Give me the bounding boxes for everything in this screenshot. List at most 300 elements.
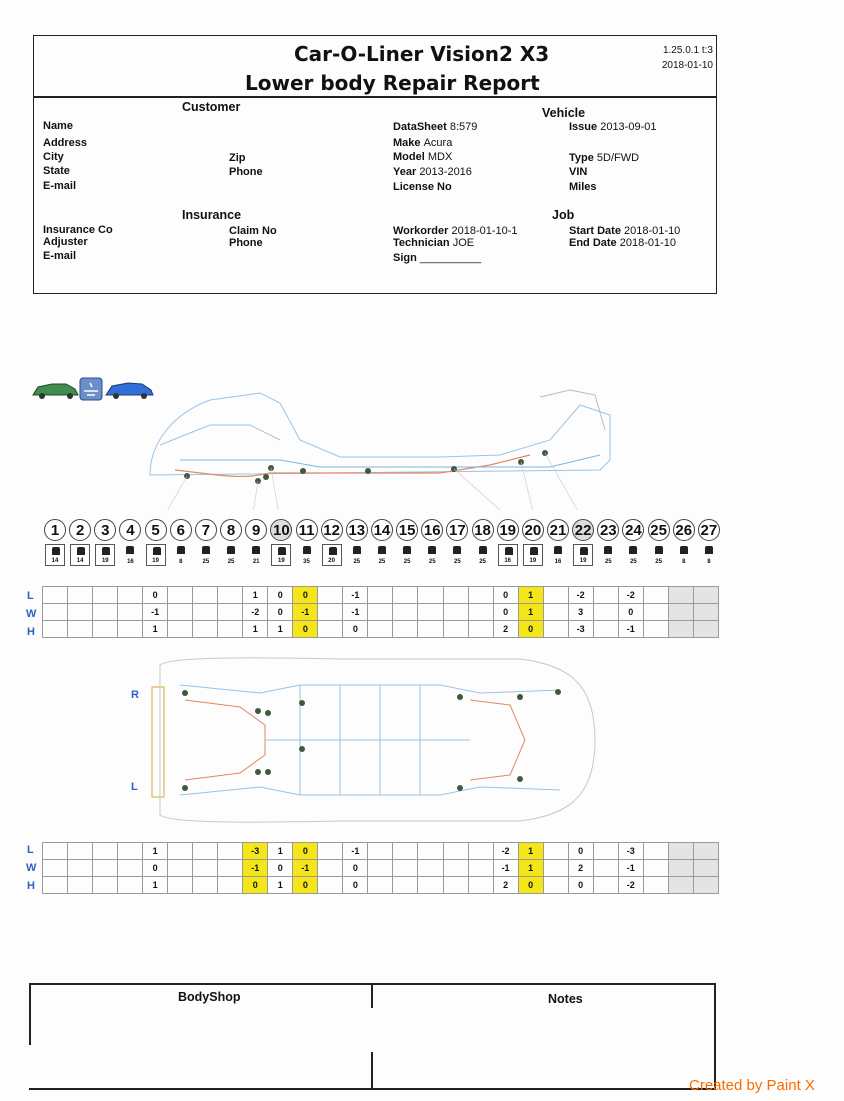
tool-shape bbox=[278, 547, 286, 555]
tool-icon-13[interactable] bbox=[347, 544, 367, 566]
table-cell bbox=[93, 877, 118, 894]
table-cell: 1 bbox=[268, 843, 293, 860]
table-cell: -2 bbox=[618, 587, 643, 604]
insurance-phone-label: Phone bbox=[229, 237, 263, 249]
side-label-left: L bbox=[131, 781, 138, 793]
adjuster-label: Adjuster bbox=[43, 236, 88, 248]
tool-size: 25 bbox=[454, 559, 461, 565]
table-cell bbox=[468, 843, 493, 860]
bottom-box-bottom bbox=[29, 1088, 716, 1090]
table-cell: 1 bbox=[143, 621, 168, 638]
table-cell bbox=[693, 587, 718, 604]
view-mode-icons bbox=[30, 375, 155, 403]
upper-row-label-h: H bbox=[27, 626, 35, 638]
point-23[interactable]: 23 bbox=[597, 519, 619, 541]
issue-field: Issue 2013-09-01 bbox=[569, 121, 657, 133]
tool-shape bbox=[580, 547, 588, 555]
table-cell: -3 bbox=[243, 843, 268, 860]
tool-icon-23[interactable] bbox=[598, 544, 618, 566]
table-cell bbox=[93, 843, 118, 860]
table-cell: 1 bbox=[518, 860, 543, 877]
bottom-box-top bbox=[29, 983, 716, 985]
table-cell: 0 bbox=[343, 621, 368, 638]
table-cell bbox=[468, 877, 493, 894]
table-cell bbox=[168, 604, 193, 621]
insurance-heading: Insurance bbox=[182, 208, 242, 222]
address-label: Address bbox=[43, 137, 88, 149]
table-cell bbox=[118, 860, 143, 877]
tool-size: 8 bbox=[707, 559, 711, 565]
tool-size: 19 bbox=[101, 558, 109, 564]
report-subtitle: Lower body Repair Report bbox=[245, 71, 540, 95]
tool-icon-10[interactable] bbox=[271, 544, 291, 566]
lower-row-label-h: H bbox=[27, 880, 35, 892]
table-cell bbox=[218, 843, 243, 860]
table-cell bbox=[318, 877, 343, 894]
point-4[interactable]: 4 bbox=[119, 519, 141, 541]
table-cell bbox=[668, 587, 693, 604]
tool-size: 25 bbox=[630, 559, 637, 565]
tool-shape bbox=[77, 547, 85, 555]
tool-shape bbox=[329, 547, 337, 555]
table-cell bbox=[43, 621, 68, 638]
table-cell: 0 bbox=[293, 587, 318, 604]
job-heading: Job bbox=[552, 208, 575, 222]
tool-icon-6[interactable] bbox=[171, 544, 191, 566]
table-cell: 1 bbox=[143, 843, 168, 860]
point-27[interactable]: 27 bbox=[698, 519, 720, 541]
table-cell bbox=[43, 843, 68, 860]
point-12[interactable]: 12 bbox=[321, 519, 343, 541]
table-cell bbox=[318, 860, 343, 877]
tool-size: 16 bbox=[554, 559, 562, 565]
table-cell: 1 bbox=[518, 604, 543, 621]
table-cell bbox=[418, 843, 443, 860]
year-field: Year 2013-2016 bbox=[393, 166, 472, 178]
table-cell: -2 bbox=[243, 604, 268, 621]
point-7[interactable]: 7 bbox=[195, 519, 217, 541]
tool-size: 19 bbox=[579, 558, 587, 564]
tool-shape bbox=[655, 546, 663, 554]
tool-shape bbox=[505, 547, 513, 555]
point-8[interactable]: 8 bbox=[220, 519, 242, 541]
table-cell bbox=[468, 604, 493, 621]
table-cell: -1 bbox=[143, 604, 168, 621]
insurance-co-label: Insurance Co bbox=[43, 224, 113, 236]
tool-icon-7[interactable] bbox=[196, 544, 216, 566]
tool-size: 25 bbox=[604, 559, 612, 565]
bottom-box-divider-bottom bbox=[371, 1052, 373, 1089]
table-cell bbox=[193, 621, 218, 638]
tool-icon-3[interactable] bbox=[95, 544, 115, 566]
table-cell: 1 bbox=[143, 877, 168, 894]
datasheet-field: DataSheet 8:579 bbox=[393, 121, 478, 133]
point-9[interactable]: 9 bbox=[245, 519, 267, 541]
table-cell bbox=[368, 877, 393, 894]
customer-heading: Customer bbox=[182, 100, 241, 114]
table-cell: 1 bbox=[518, 587, 543, 604]
table-cell: 0 bbox=[143, 587, 168, 604]
tool-icon-14[interactable] bbox=[372, 544, 392, 566]
table-cell bbox=[643, 604, 668, 621]
table-cell bbox=[68, 604, 93, 621]
table-cell: 1 bbox=[268, 877, 293, 894]
point-10[interactable]: 10 bbox=[270, 519, 292, 541]
name-label: Name bbox=[43, 120, 73, 132]
tool-size: 20 bbox=[328, 558, 335, 564]
table-cell bbox=[43, 604, 68, 621]
table-cell bbox=[418, 860, 443, 877]
table-cell bbox=[68, 877, 93, 894]
tool-shape bbox=[252, 546, 260, 554]
tool-icon-22[interactable] bbox=[573, 544, 593, 566]
side-view-diagram bbox=[140, 385, 620, 510]
table-cell bbox=[393, 587, 418, 604]
table-cell bbox=[593, 604, 618, 621]
point-24[interactable]: 24 bbox=[622, 519, 644, 541]
table-cell: 0 bbox=[293, 621, 318, 638]
table-cell bbox=[443, 843, 468, 860]
table-cell bbox=[668, 860, 693, 877]
version-text: 1.25.0.1 t:3 bbox=[662, 45, 713, 56]
table-cell bbox=[393, 604, 418, 621]
table-cell bbox=[543, 587, 568, 604]
point-11[interactable]: 11 bbox=[296, 519, 318, 541]
table-cell bbox=[168, 843, 193, 860]
table-cell: 0 bbox=[293, 877, 318, 894]
table-cell bbox=[218, 587, 243, 604]
table-cell: 0 bbox=[493, 587, 518, 604]
tool-icon-12[interactable] bbox=[322, 544, 342, 566]
tool-icon-24[interactable] bbox=[623, 544, 643, 566]
table-cell bbox=[118, 843, 143, 860]
tool-size: 19 bbox=[529, 558, 537, 564]
table-cell bbox=[643, 621, 668, 638]
table-cell bbox=[118, 587, 143, 604]
table-cell bbox=[643, 843, 668, 860]
tool-size: 25 bbox=[655, 559, 662, 565]
sign-field: Sign __________ bbox=[393, 252, 482, 264]
table-cell bbox=[118, 877, 143, 894]
lift-icon[interactable] bbox=[80, 378, 102, 400]
lower-row-label-w: W bbox=[26, 862, 37, 874]
tool-icon-9[interactable] bbox=[246, 544, 266, 566]
table-cell bbox=[318, 604, 343, 621]
table-cell bbox=[443, 877, 468, 894]
table-cell: 0 bbox=[268, 587, 293, 604]
table-cell bbox=[593, 877, 618, 894]
end-date-field: End Date 2018-01-10 bbox=[569, 237, 677, 249]
point-19[interactable]: 19 bbox=[497, 519, 519, 541]
point-18[interactable]: 18 bbox=[472, 519, 494, 541]
table-cell bbox=[643, 860, 668, 877]
bottom-box-divider-top bbox=[371, 983, 373, 1008]
table-cell bbox=[643, 587, 668, 604]
point-15[interactable]: 15 bbox=[396, 519, 418, 541]
table-cell bbox=[318, 587, 343, 604]
tool-shape bbox=[102, 547, 110, 555]
tool-icon-25[interactable] bbox=[649, 544, 669, 566]
table-cell bbox=[643, 877, 668, 894]
bodyshop-heading: BodyShop bbox=[178, 990, 241, 1004]
tool-icon-5[interactable] bbox=[146, 544, 166, 566]
tool-icon-11[interactable] bbox=[297, 544, 317, 566]
tool-icon-8[interactable] bbox=[221, 544, 241, 566]
table-cell: 2 bbox=[493, 621, 518, 638]
table-cell: 0 bbox=[568, 843, 593, 860]
table-cell bbox=[218, 604, 243, 621]
tool-shape bbox=[629, 546, 637, 554]
table-cell: -1 bbox=[493, 860, 518, 877]
table-cell bbox=[543, 860, 568, 877]
table-cell: 0 bbox=[243, 877, 268, 894]
tool-shape bbox=[126, 546, 134, 554]
tool-icon-26[interactable] bbox=[674, 544, 694, 566]
table-cell bbox=[43, 860, 68, 877]
table-cell bbox=[368, 843, 393, 860]
city-label: City bbox=[43, 151, 64, 163]
side-label-right: R bbox=[131, 689, 139, 701]
type-field: Type 5D/FWD bbox=[569, 152, 640, 164]
table-cell: 1 bbox=[243, 621, 268, 638]
table-cell bbox=[168, 587, 193, 604]
tool-size: 8 bbox=[682, 559, 686, 565]
point-21[interactable]: 21 bbox=[547, 519, 569, 541]
point-25[interactable]: 25 bbox=[648, 519, 670, 541]
tool-shape bbox=[353, 546, 361, 554]
report-title: Car-O-Liner Vision2 X3 bbox=[294, 42, 550, 66]
point-26[interactable]: 26 bbox=[673, 519, 695, 541]
table-cell bbox=[393, 843, 418, 860]
underbody-diagram bbox=[140, 645, 610, 835]
table-cell: -2 bbox=[618, 877, 643, 894]
tool-icon-21[interactable] bbox=[548, 544, 568, 566]
tool-icon-1[interactable] bbox=[45, 544, 65, 566]
point-2[interactable]: 2 bbox=[69, 519, 91, 541]
table-cell bbox=[193, 877, 218, 894]
table-cell: -1 bbox=[293, 604, 318, 621]
table-cell: 0 bbox=[343, 877, 368, 894]
bottom-box-left bbox=[29, 983, 31, 1045]
tool-size: 14 bbox=[51, 558, 59, 564]
table-cell: -1 bbox=[343, 604, 368, 621]
upper-row-label-w: W bbox=[26, 608, 37, 620]
table-cell: 1 bbox=[243, 587, 268, 604]
vehicle-heading: Vehicle bbox=[542, 106, 586, 120]
model-field: Model MDX bbox=[393, 151, 453, 163]
table-cell: -3 bbox=[568, 621, 593, 638]
point-3[interactable]: 3 bbox=[94, 519, 116, 541]
table-cell: 0 bbox=[618, 604, 643, 621]
table-cell: 0 bbox=[343, 860, 368, 877]
table-cell bbox=[218, 621, 243, 638]
tool-icon-17[interactable] bbox=[447, 544, 467, 566]
table-cell: -1 bbox=[343, 843, 368, 860]
table-cell bbox=[543, 604, 568, 621]
workorder-field: Workorder 2018-01-10-1 bbox=[393, 225, 518, 237]
tool-icon-18[interactable] bbox=[473, 544, 493, 566]
table-cell bbox=[68, 587, 93, 604]
tool-shape bbox=[202, 546, 210, 554]
tool-shape bbox=[479, 546, 487, 554]
table-cell: -1 bbox=[618, 860, 643, 877]
table-cell bbox=[693, 843, 718, 860]
table-cell bbox=[318, 621, 343, 638]
table-cell bbox=[168, 860, 193, 877]
point-17[interactable]: 17 bbox=[446, 519, 468, 541]
table-cell bbox=[668, 621, 693, 638]
customer-phone-label: Phone bbox=[229, 166, 263, 178]
claim-label: Claim No bbox=[229, 225, 277, 237]
table-cell: 0 bbox=[143, 860, 168, 877]
miles-label: Miles bbox=[569, 181, 597, 193]
tool-icon-4[interactable] bbox=[120, 544, 140, 566]
table-row bbox=[43, 860, 719, 877]
tool-size: 14 bbox=[76, 558, 84, 564]
point-1[interactable]: 1 bbox=[44, 519, 66, 541]
tool-size: 25 bbox=[378, 559, 386, 565]
tool-size: 25 bbox=[227, 559, 235, 565]
table-cell bbox=[393, 877, 418, 894]
table-cell bbox=[393, 860, 418, 877]
table-cell: 2 bbox=[493, 877, 518, 894]
point-16[interactable]: 16 bbox=[421, 519, 443, 541]
table-cell bbox=[693, 621, 718, 638]
table-cell: -1 bbox=[343, 587, 368, 604]
tool-icon-19[interactable] bbox=[498, 544, 518, 566]
license-label: License No bbox=[393, 181, 452, 193]
table-cell bbox=[593, 587, 618, 604]
table-cell bbox=[443, 860, 468, 877]
table-cell bbox=[418, 877, 443, 894]
point-5[interactable]: 5 bbox=[145, 519, 167, 541]
tool-shape bbox=[453, 546, 461, 554]
table-cell bbox=[118, 604, 143, 621]
customer-email-label: E-mail bbox=[43, 180, 77, 192]
green-car-icon[interactable] bbox=[33, 384, 78, 399]
table-cell: 1 bbox=[268, 621, 293, 638]
tool-icon-27[interactable] bbox=[699, 544, 719, 566]
table-cell bbox=[468, 587, 493, 604]
table-row bbox=[43, 587, 719, 604]
tool-icon-15[interactable] bbox=[397, 544, 417, 566]
tool-shape bbox=[153, 547, 161, 555]
lower-measurement-table bbox=[42, 842, 719, 894]
table-cell bbox=[193, 604, 218, 621]
table-cell: 3 bbox=[568, 604, 593, 621]
table-cell: 2 bbox=[568, 860, 593, 877]
table-cell bbox=[93, 621, 118, 638]
tool-icon-2[interactable] bbox=[70, 544, 90, 566]
table-cell: 0 bbox=[568, 877, 593, 894]
table-cell: -3 bbox=[618, 843, 643, 860]
table-cell: 0 bbox=[268, 860, 293, 877]
table-row bbox=[43, 843, 719, 860]
tool-shape bbox=[403, 546, 411, 554]
zip-label: Zip bbox=[229, 152, 246, 164]
tool-shape bbox=[705, 546, 713, 554]
table-cell bbox=[543, 621, 568, 638]
tool-icon-20[interactable] bbox=[523, 544, 543, 566]
table-cell bbox=[543, 877, 568, 894]
table-cell bbox=[593, 843, 618, 860]
table-cell bbox=[93, 587, 118, 604]
table-cell bbox=[668, 843, 693, 860]
table-cell bbox=[693, 877, 718, 894]
point-13[interactable]: 13 bbox=[346, 519, 368, 541]
table-cell bbox=[368, 860, 393, 877]
table-cell bbox=[693, 604, 718, 621]
table-cell bbox=[93, 604, 118, 621]
tool-size: 25 bbox=[403, 559, 411, 565]
tool-shape bbox=[604, 546, 612, 554]
table-cell bbox=[443, 604, 468, 621]
point-20[interactable]: 20 bbox=[522, 519, 544, 541]
table-cell bbox=[418, 604, 443, 621]
point-22[interactable]: 22 bbox=[572, 519, 594, 541]
table-cell: -2 bbox=[568, 587, 593, 604]
technician-field: Technician JOE bbox=[393, 237, 475, 249]
point-14[interactable]: 14 bbox=[371, 519, 393, 541]
table-cell bbox=[193, 860, 218, 877]
table-cell: -1 bbox=[243, 860, 268, 877]
upper-row-label-l: L bbox=[27, 590, 34, 602]
tool-size: 25 bbox=[353, 559, 361, 565]
table-cell bbox=[368, 621, 393, 638]
state-label: State bbox=[43, 165, 70, 177]
tool-shape bbox=[378, 546, 386, 554]
vin-label: VIN bbox=[569, 166, 588, 178]
table-cell: 1 bbox=[518, 843, 543, 860]
point-6[interactable]: 6 bbox=[170, 519, 192, 541]
table-cell bbox=[168, 877, 193, 894]
tool-shape bbox=[227, 546, 235, 554]
table-cell: -2 bbox=[493, 843, 518, 860]
table-cell: 0 bbox=[518, 877, 543, 894]
tool-shape bbox=[303, 546, 311, 554]
table-cell bbox=[118, 621, 143, 638]
tool-size: 35 bbox=[303, 559, 310, 565]
table-row bbox=[43, 621, 719, 638]
table-cell: -1 bbox=[618, 621, 643, 638]
tool-icon-16[interactable] bbox=[422, 544, 442, 566]
tool-size: 19 bbox=[152, 558, 159, 564]
report-date: 2018-01-10 bbox=[661, 60, 713, 71]
table-cell bbox=[443, 621, 468, 638]
table-cell: 0 bbox=[293, 843, 318, 860]
table-cell bbox=[443, 587, 468, 604]
table-cell bbox=[43, 587, 68, 604]
table-cell bbox=[593, 621, 618, 638]
table-cell bbox=[468, 621, 493, 638]
tool-shape bbox=[52, 547, 60, 555]
table-cell bbox=[193, 843, 218, 860]
table-cell bbox=[418, 587, 443, 604]
table-row bbox=[43, 877, 719, 894]
table-cell bbox=[368, 587, 393, 604]
table-cell bbox=[668, 604, 693, 621]
tool-shape bbox=[177, 546, 185, 554]
table-row bbox=[43, 604, 719, 621]
table-cell bbox=[93, 860, 118, 877]
version-block bbox=[630, 43, 713, 73]
table-cell bbox=[468, 860, 493, 877]
tool-size: 8 bbox=[179, 559, 183, 565]
table-cell bbox=[393, 621, 418, 638]
start-date-field: Start Date 2018-01-10 bbox=[569, 225, 681, 237]
bottom-box-right bbox=[714, 983, 716, 1090]
table-cell bbox=[193, 587, 218, 604]
